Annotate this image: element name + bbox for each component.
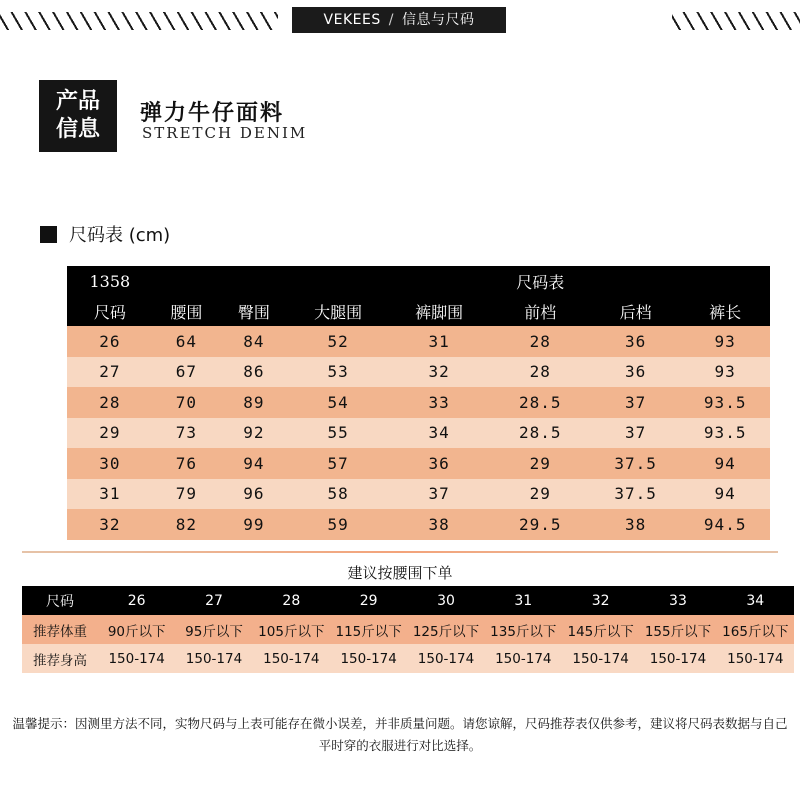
size-cell: 89 [220,387,287,418]
recommended-height-cell: 150-174 [98,644,175,673]
size-cell: 93 [680,326,770,357]
size-cell: 28 [490,326,591,357]
size-cell: 37 [591,387,681,418]
size-cell: 52 [288,326,389,357]
size-cell: 99 [220,509,287,540]
recommended-weight-cell: 155斤以下 [639,615,716,644]
size-chart-caption: 尺码表 [490,266,591,296]
size-cell: 93.5 [680,387,770,418]
recommended-size-cell: 28 [253,586,330,615]
size-cell: 29 [490,448,591,479]
size-cell: 58 [288,479,389,510]
top-banner [292,7,506,33]
recommended-weight-cell: 145斤以下 [562,615,639,644]
recommended-weight-cell: 105斤以下 [253,615,330,644]
model-number: 1358 [67,266,153,296]
decorative-hatch-right [672,12,800,30]
size-cell: 28.5 [490,387,591,418]
recommended-size-cell: 27 [175,586,252,615]
size-cell: 94 [220,448,287,479]
fabric-title: 弹力牛仔面料 [140,101,285,126]
recommended-height-cell: 150-174 [330,644,407,673]
column-header: 裤脚围 [389,296,490,326]
size-cell: 28.5 [490,418,591,449]
size-cell: 86 [220,357,287,388]
product-info-label-line2: 信息 [55,117,100,142]
size-chart-header-row [67,296,770,326]
size-cell: 32 [67,509,153,540]
column-header: 前档 [490,296,591,326]
brand-name: VEKEES [323,12,381,28]
column-header: 尺码 [67,296,153,326]
size-cell: 59 [288,509,389,540]
size-cell: 36 [591,357,681,388]
column-header: 后档 [591,296,681,326]
size-cell: 28 [490,357,591,388]
row-label: 尺码 [22,586,98,615]
recommended-weight-cell: 90斤以下 [98,615,175,644]
row-label: 推荐身高 [22,644,98,673]
recommended-height-cell: 150-174 [562,644,639,673]
size-cell: 55 [288,418,389,449]
recommendation-size-row [22,586,794,615]
size-cell: 34 [389,418,490,449]
size-cell: 93 [680,357,770,388]
reminder-note [0,713,800,757]
size-cell: 94 [680,448,770,479]
recommended-size-cell: 29 [330,586,407,615]
recommendation-title: 建议按腰围下单 [347,564,453,582]
recommendation-weight-row [22,615,794,644]
recommendation-height-row [22,644,794,673]
size-cell: 29 [490,479,591,510]
size-cell: 84 [220,326,287,357]
size-cell: 53 [288,357,389,388]
size-cell: 37 [389,479,490,510]
size-cell: 36 [389,448,490,479]
decorative-hatch-left [0,12,278,30]
banner-separator: / [388,12,394,28]
column-header: 臀围 [220,296,287,326]
size-cell: 38 [389,509,490,540]
size-cell: 70 [153,387,220,418]
size-row [67,418,770,449]
banner-subtitle: 信息与尺码 [401,12,475,28]
size-cell: 94.5 [680,509,770,540]
heading-square-icon [40,226,57,243]
size-cell: 33 [389,387,490,418]
recommended-size-cell: 30 [407,586,484,615]
recommended-height-cell: 150-174 [407,644,484,673]
size-chart-heading-text: 尺码表 (cm) [69,225,171,246]
section-divider [22,551,778,553]
size-cell: 67 [153,357,220,388]
size-row [67,509,770,540]
recommended-height-cell: 150-174 [253,644,330,673]
column-header: 大腿围 [288,296,389,326]
size-chart-table [67,266,770,540]
size-row [67,479,770,510]
size-cell: 76 [153,448,220,479]
size-cell: 94 [680,479,770,510]
size-row [67,357,770,388]
fabric-subtitle: STRETCH DENIM [142,124,308,142]
recommended-weight-cell: 135斤以下 [485,615,562,644]
size-row [67,448,770,479]
size-cell: 92 [220,418,287,449]
size-cell: 29 [67,418,153,449]
recommended-size-cell: 34 [717,586,794,615]
recommended-size-cell: 31 [485,586,562,615]
size-cell: 96 [220,479,287,510]
size-chart-heading [40,221,170,247]
recommended-size-cell: 32 [562,586,639,615]
size-cell: 28 [67,387,153,418]
size-cell: 32 [389,357,490,388]
recommended-weight-cell: 125斤以下 [407,615,484,644]
recommended-weight-cell: 115斤以下 [330,615,407,644]
size-cell: 82 [153,509,220,540]
size-cell: 93.5 [680,418,770,449]
recommended-weight-cell: 165斤以下 [717,615,794,644]
size-cell: 27 [67,357,153,388]
size-chart-caption-row [67,266,770,296]
size-cell: 37.5 [591,479,681,510]
size-cell: 38 [591,509,681,540]
recommended-height-cell: 150-174 [717,644,794,673]
size-cell: 31 [389,326,490,357]
recommendation-table [22,586,794,673]
row-label: 推荐体重 [22,615,98,644]
product-info-label-box [39,80,117,152]
recommended-height-cell: 150-174 [639,644,716,673]
product-info-label-line1: 产品 [55,89,100,114]
reminder-note-line: 平时穿的衣服进行对比选择。 [318,738,482,753]
column-header: 裤长 [680,296,770,326]
size-cell: 29.5 [490,509,591,540]
size-cell: 36 [591,326,681,357]
size-cell: 57 [288,448,389,479]
size-cell: 26 [67,326,153,357]
size-cell: 37.5 [591,448,681,479]
size-cell: 54 [288,387,389,418]
size-cell: 73 [153,418,220,449]
size-cell: 37 [591,418,681,449]
reminder-note-line: 温馨提示：因测里方法不同，实物尺码与上表可能存在微小误差，并非质量问题。请您谅解，尺码推荐表仅供参考，建议将尺码表数据与自己 [12,716,788,731]
recommended-size-cell: 26 [98,586,175,615]
size-cell: 31 [67,479,153,510]
size-cell: 79 [153,479,220,510]
recommended-weight-cell: 95斤以下 [175,615,252,644]
recommended-size-cell: 33 [639,586,716,615]
size-cell: 30 [67,448,153,479]
recommended-height-cell: 150-174 [175,644,252,673]
column-header: 腰围 [153,296,220,326]
recommended-height-cell: 150-174 [485,644,562,673]
size-row [67,326,770,357]
size-cell: 64 [153,326,220,357]
size-row [67,387,770,418]
